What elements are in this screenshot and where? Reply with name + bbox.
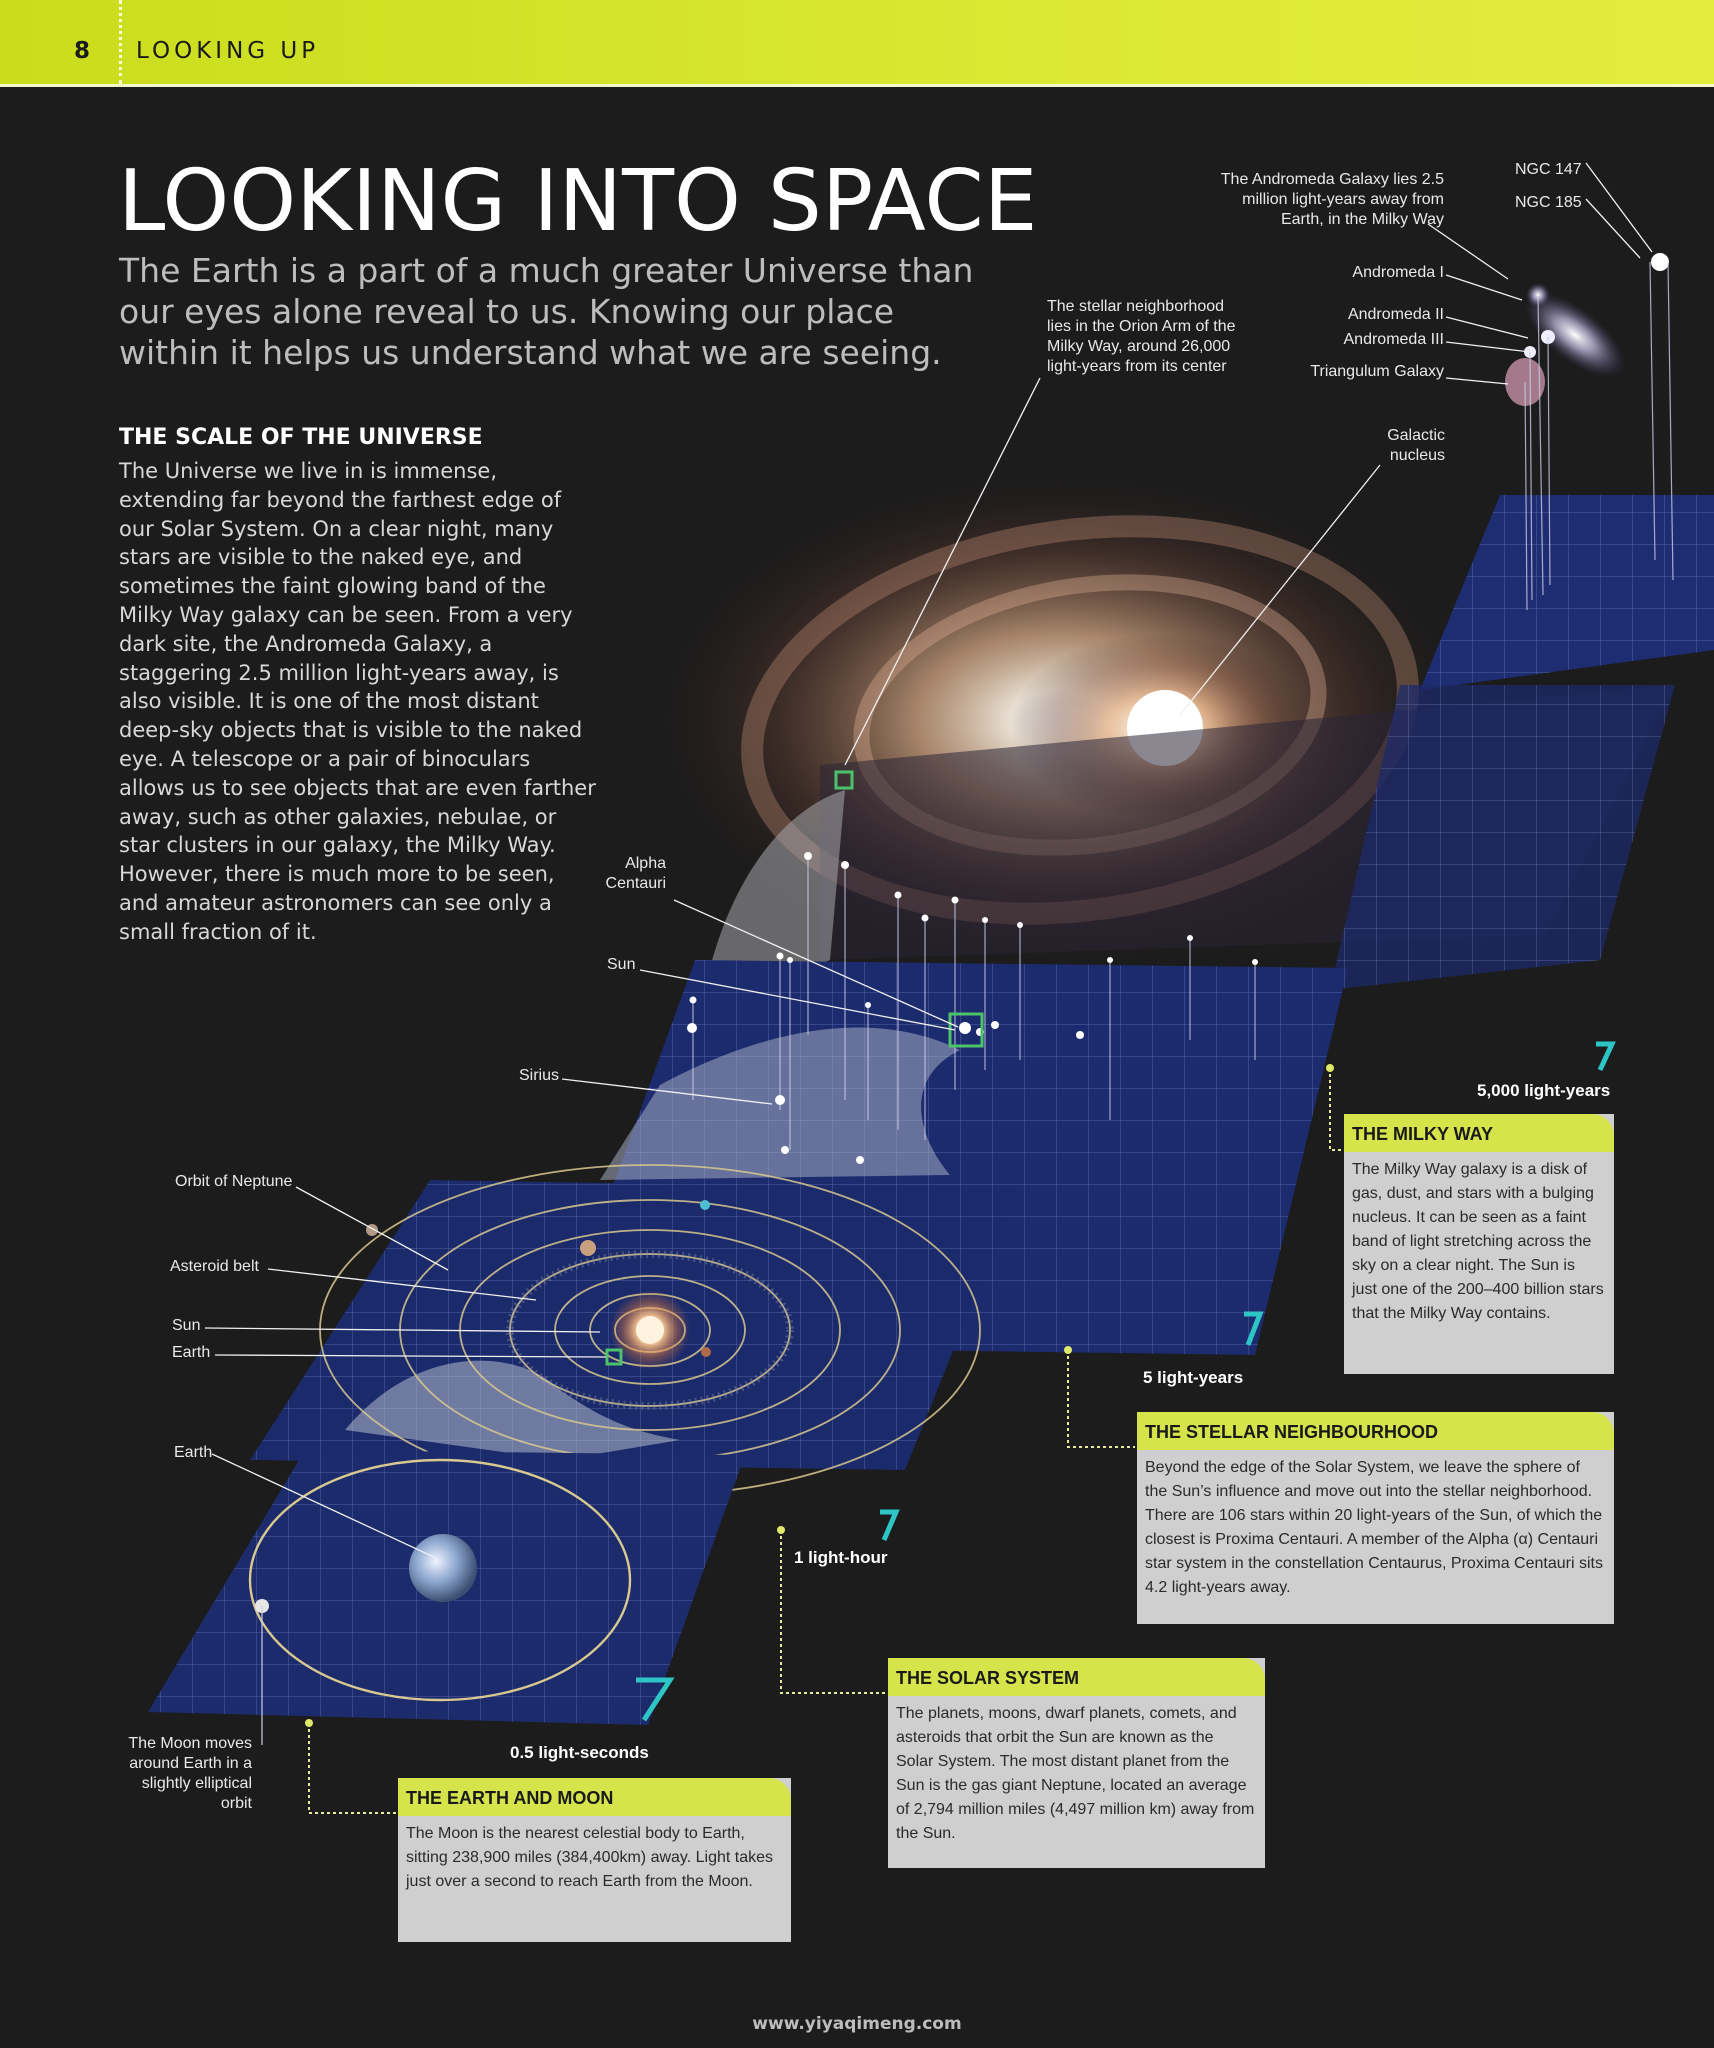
sun-stellar-label: Sun <box>607 956 636 973</box>
sun-solar-label: Sun <box>172 1317 201 1334</box>
scale-body-text: The Universe we live in is immense, extending far beyond the farthest edge of our Solar System. On a clear night, many stars are visible to the naked eye, and sometimes the faint glowing band of the Milky Way galaxy can be seen. From a very dark site, the Andromeda Galaxy, a staggering 2.5 million light-years away, is also visible. It is one of the most distant deep-sky objects that is visible to the naked eye. A telescope or a pair of binoculars allows us to see objects that are even farther away, such as other galaxies, nebulae, or star clusters in our galaxy, the Milky Way. However, there is much more to be seen, and amateur astronomers can see only a small fraction of it. <box>119 459 596 944</box>
section-title: LOOKING UP <box>136 38 320 64</box>
stellar-box <box>1137 1412 1614 1624</box>
scale-earth-moon: 0.5 light-seconds <box>510 1743 649 1762</box>
header-divider <box>119 0 122 84</box>
andromeda2-label: Andromeda II <box>1347 306 1444 323</box>
earth-moon-box-text: The Moon is the nearest celestial body to Earth, sitting 238,900 miles (384,400km) away. Light takes just over a second to reach Earth from the Moon. <box>406 1825 774 1890</box>
earth-label: Earth <box>174 1444 213 1461</box>
footer-url: www.yiyaqimeng.com <box>752 2014 962 2034</box>
earth-moon-box-heading: THE EARTH AND MOON <box>398 1778 791 1816</box>
page-title: LOOKING INTO SPACE <box>118 152 1038 251</box>
galactic-nucleus-label: Galactic nucleus <box>1387 427 1445 464</box>
andromeda-note-label: The Andromeda Galaxy lies 2.5 million light-years away from Earth, in the Milky Way <box>1220 171 1444 228</box>
moon-orbit-label: The Moon moves around Earth in a slightly elliptical orbit <box>128 1735 252 1812</box>
andromeda3-label: Andromeda III <box>1343 331 1444 348</box>
ngc185-label: NGC 185 <box>1515 194 1582 211</box>
milky-way-box-text: The Milky Way galaxy is a disk of gas, dust, and stars with a bulging nucleus. It can be seen as a faint band of light stretching across the sky on a clear night. The Sun is just one of the 200–400 billion stars that the Milky Way contains. <box>1352 1161 1604 1322</box>
scale-milky-way: 5,000 light-years <box>1477 1081 1611 1100</box>
milky-way-box <box>1344 1114 1614 1374</box>
universe-scale-illustration <box>0 84 1714 2014</box>
orbit-of-neptune-label: Orbit of Neptune <box>175 1173 293 1190</box>
scale-heading: THE SCALE OF THE UNIVERSE <box>119 425 483 450</box>
triangulum-label: Triangulum Galaxy <box>1310 363 1444 380</box>
andromeda-panel <box>1420 253 1714 690</box>
stellar-note-label: The stellar neighborhood lies in the Orion Arm of the Milky Way, around 26,000 light-years from its center <box>1047 298 1236 375</box>
scale-solar: 1 light-hour <box>794 1548 888 1567</box>
earth-moon-box <box>398 1778 791 1942</box>
stellar-box-text: Beyond the edge of the Solar System, we leave the sphere of the Sun’s influence and move out into the stellar neighborhood. There are 106 stars within 20 light-years of the Sun, of which the closest is Proxima Centauri. A member of the Alpha (α) Centauri star system in the constellation Centaurus, Proxima Centauri sits 4.2 light-years away. <box>1145 1459 1603 1596</box>
alpha-centauri-label: Alpha Centauri <box>605 855 666 892</box>
asteroid-belt-label: Asteroid belt <box>170 1258 259 1275</box>
solar-system-box-text: The planets, moons, dwarf planets, comets, and asteroids that orbit the Sun are known as the Solar System. The most distant planet from the Sun is the gas giant Neptune, located an average of 2,794 million miles (4,497 million km) away from the Sun. <box>896 1705 1255 1842</box>
solar-system-box <box>888 1658 1265 1868</box>
andromeda1-label: Andromeda I <box>1352 264 1444 281</box>
intro-text: The Earth is a part of a much greater Universe than our eyes alone reveal to us. Knowing our place within it helps us understand what we are seeing. <box>119 251 974 372</box>
header-bar <box>0 0 1714 87</box>
page-number: 8 <box>74 38 91 64</box>
sirius-label: Sirius <box>519 1067 560 1084</box>
stellar-box-heading: THE STELLAR NEIGHBOURHOOD <box>1137 1412 1614 1450</box>
scale-stellar: 5 light-years <box>1143 1368 1244 1387</box>
ngc147-label: NGC 147 <box>1515 161 1582 178</box>
solar-system-box-heading: THE SOLAR SYSTEM <box>888 1658 1265 1696</box>
milky-way-box-heading: THE MILKY WAY <box>1344 1114 1614 1152</box>
earth-solar-label: Earth <box>172 1344 211 1361</box>
